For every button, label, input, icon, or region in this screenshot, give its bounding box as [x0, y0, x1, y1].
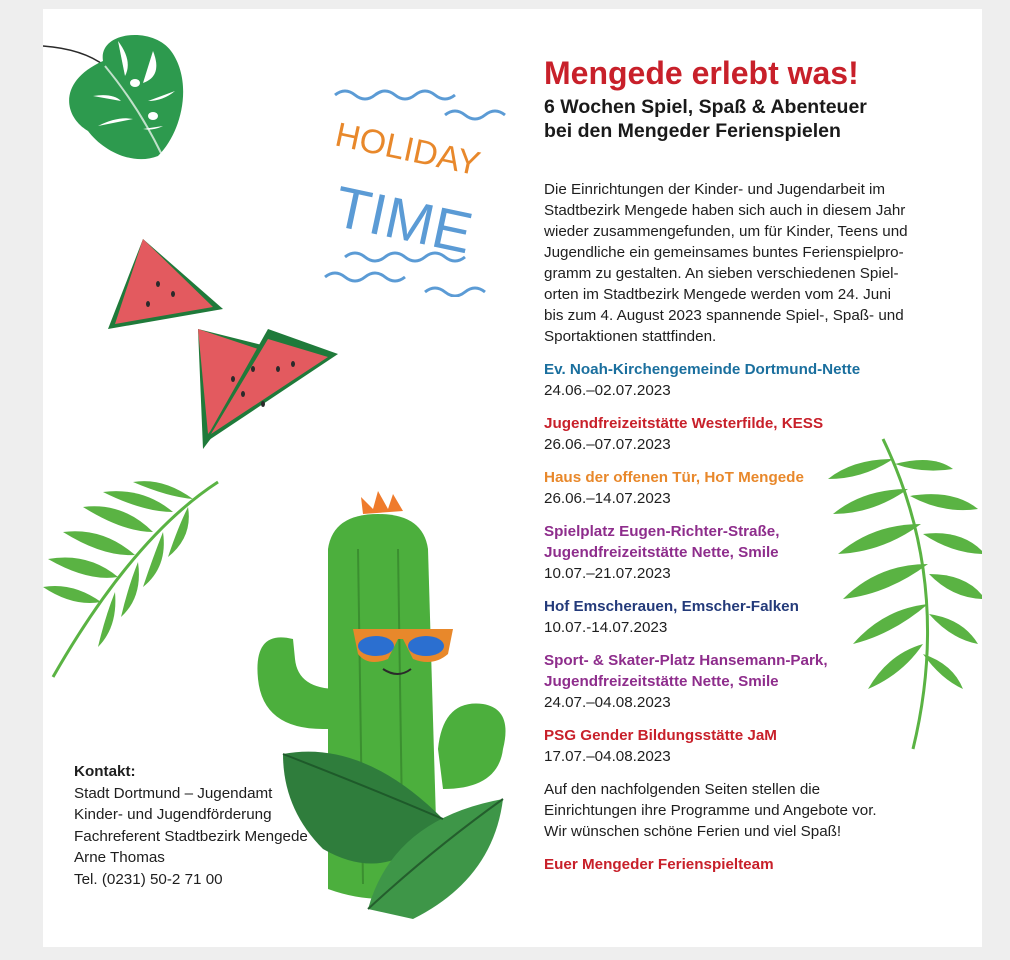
location-entry [544, 467, 954, 509]
intro-line: Stadtbezirk Mengede haben sich auch in diesem Jahr [544, 202, 906, 219]
location-dates: 24.06.–02.07.2023 [544, 382, 671, 399]
location-entry [544, 725, 954, 767]
location-name-line: Jugendfreizeitstätte Nette, Smile [544, 544, 779, 561]
intro-line: bis zum 4. August 2023 spannende Spiel-, Spaß- und [544, 307, 904, 324]
signoff: Euer Mengeder Ferienspielteam [544, 856, 774, 873]
location-dates: 17.07.–04.08.2023 [544, 748, 671, 765]
location-name-line: Jugendfreizeitstätte Nette, Smile [544, 673, 779, 690]
location-dates: 10.07.-14.07.2023 [544, 619, 668, 636]
holiday-word: HOLIDAY [331, 115, 484, 184]
location-name-line: Spielplatz Eugen-Richter-Straße, [544, 523, 780, 540]
contact-line: Stadt Dortmund – Jugendamt [74, 784, 273, 802]
location-name-line: Jugendfreizeitstätte Westerfilde, KESS [544, 415, 824, 432]
subtitle-line: 6 Wochen Spiel, Spaß & Abenteuer [544, 96, 867, 118]
contact-line: Fachreferent Stadtbezirk Mengede [74, 827, 308, 845]
location-dates: 26.06.–07.07.2023 [544, 436, 671, 453]
location-dates: 24.07.–04.08.2023 [544, 694, 671, 711]
contact-line: Kinder- und Jugendförderung [74, 806, 272, 823]
intro-line: wieder zusammengefunden, um für Kinder, Teens und [544, 223, 908, 240]
outro-paragraph [544, 779, 954, 842]
location-name [544, 467, 954, 488]
location-name-line: Sport- & Skater-Platz Hansemann-Park, [544, 652, 828, 669]
intro-line: Jugendliche ein gemeinsames buntes Ferienspielpro- [544, 244, 904, 261]
intro-line: Die Einrichtungen der Kinder- und Jugendarbeit im [544, 181, 886, 198]
watermelon-illustration [103, 229, 343, 449]
main-text-column [544, 55, 954, 875]
location-name-line: Ev. Noah-Kirchengemeinde Dortmund-Nette [544, 361, 861, 378]
location-dates: 26.06.–14.07.2023 [544, 490, 671, 507]
outro-line: Auf den nachfolgenden Seiten stellen die [544, 781, 821, 798]
location-name [544, 413, 954, 434]
location-name [544, 521, 954, 563]
location-name [544, 725, 954, 746]
contact-title: Kontakt: [74, 763, 136, 780]
intro-paragraph [544, 179, 954, 347]
monstera-leaf-illustration [43, 21, 193, 161]
intro-line: Sportaktionen stattfinden. [544, 328, 717, 345]
intro-line: orten im Stadtbezirk Mengede werden vom 24. Juni [544, 286, 891, 303]
location-name-line: Hof Emscherauen, Emscher-Falken [544, 598, 799, 615]
location-entry [544, 521, 954, 584]
location-name [544, 650, 954, 692]
location-name-line: PSG Gender Bildungsstätte JaM [544, 727, 777, 744]
flyer-page [43, 9, 982, 947]
location-name [544, 359, 954, 380]
contact-phone: Tel. (0231) 50-2 71 00 [74, 870, 223, 888]
location-entry [544, 650, 954, 713]
contact-line: Arne Thomas [74, 849, 165, 866]
outro-line: Einrichtungen ihre Programme und Angebote vor. [544, 802, 877, 819]
location-entry [544, 413, 954, 455]
location-dates: 10.07.–21.07.2023 [544, 565, 671, 582]
intro-line: gramm zu gestalten. An sieben verschiedenen Spiel- [544, 265, 899, 282]
holiday-time-lettering [315, 87, 515, 297]
subtitle-line: bei den Mengeder Ferienspielen [544, 120, 841, 142]
location-entry [544, 359, 954, 401]
location-name [544, 596, 954, 617]
palm-leaf-left-illustration [43, 477, 223, 687]
outro-line: Wir wünschen schöne Ferien und viel Spaß! [544, 823, 842, 840]
location-name-line: Haus der offenen Tür, HoT Mengede [544, 469, 804, 486]
headline: Mengede erlebt was! [544, 55, 859, 91]
subtitle [544, 95, 954, 143]
contact-block [74, 761, 354, 890]
location-entry [544, 596, 954, 638]
time-word: TIME [328, 173, 478, 267]
